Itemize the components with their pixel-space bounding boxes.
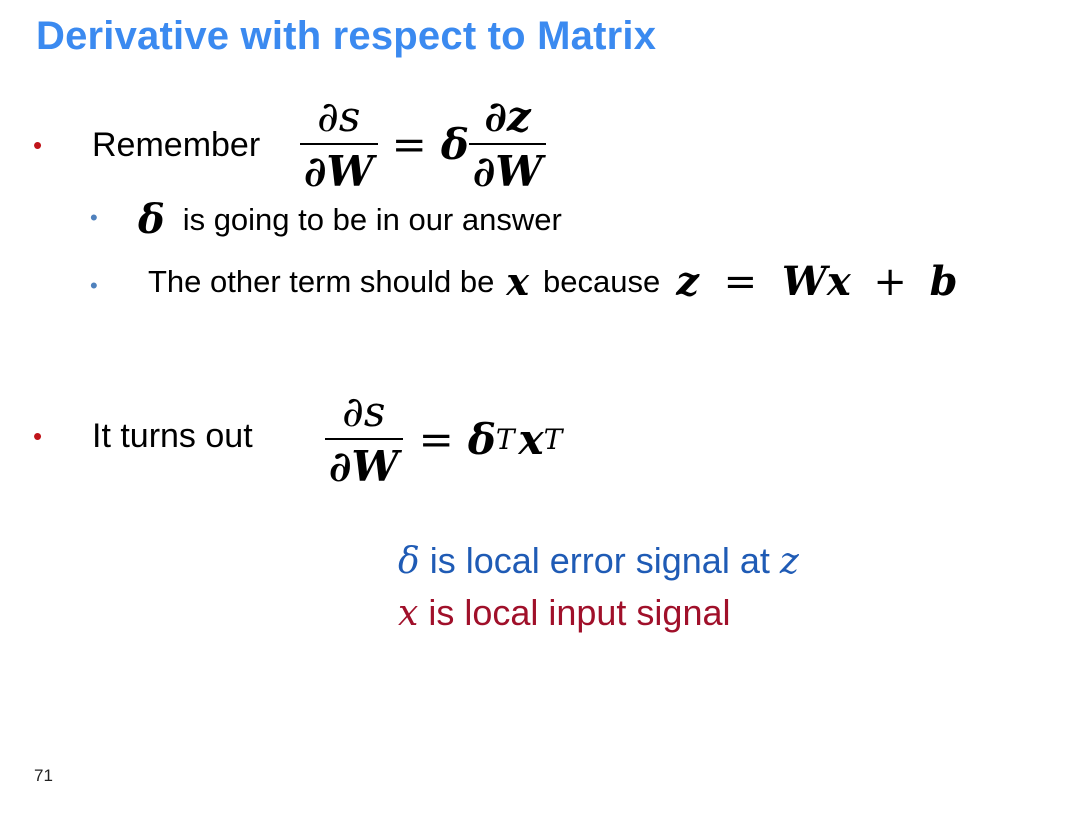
eq-z: z — [676, 258, 699, 305]
note1-symbol: δ — [398, 541, 420, 582]
fraction-ds-dW-result — [325, 387, 403, 491]
sub-bullet-marker: • — [90, 205, 98, 230]
sub2-text-a: The other term should be — [148, 263, 495, 299]
eq2-lhs-den: ∂W — [329, 442, 399, 491]
eq-equals: = — [723, 259, 758, 305]
sub-bullet-other-term-line — [148, 258, 958, 305]
eq2-delta: δ — [467, 414, 496, 464]
sub1-delta: δ — [138, 196, 165, 243]
eq2-x: x — [518, 414, 544, 464]
bullet-marker: • — [33, 421, 43, 451]
eq2-lhs-num: ∂s — [342, 387, 386, 436]
eq1-lhs-den: ∂W — [304, 147, 374, 196]
sub2-text-b: because — [543, 263, 661, 299]
turns-out-label: It turns out — [92, 417, 253, 455]
equation-z-wx-b — [676, 258, 957, 305]
page-number: 71 — [34, 766, 53, 785]
note1-var: z — [779, 541, 799, 582]
note1-text: is local error signal at — [429, 540, 770, 581]
note2-text: is local input signal — [428, 592, 731, 633]
eq1-equals: = — [391, 119, 427, 169]
eq1-rhs-num: ∂z — [484, 92, 531, 141]
eq-x: x — [826, 258, 851, 305]
note-error-signal — [398, 540, 799, 582]
sub1-text: is going to be in our answer — [182, 201, 562, 237]
fraction-ds-dW — [300, 92, 378, 196]
eq2-sup2: T — [543, 422, 563, 456]
equation-ds-dw — [300, 92, 546, 196]
equation-result — [325, 387, 562, 491]
fraction-dz-dW — [469, 92, 547, 196]
eq-b: b — [929, 258, 958, 305]
note2-symbol: x — [398, 593, 419, 634]
remember-label: Remember — [92, 126, 261, 164]
sub-bullet-delta-line — [138, 196, 562, 243]
eq2-equals: = — [418, 414, 454, 464]
bullet-marker: • — [33, 130, 43, 160]
eq-W: W — [781, 258, 827, 305]
eq2-sup1: T — [495, 422, 515, 456]
sub-bullet-marker: • — [90, 273, 98, 298]
slide-title: Derivative with respect to Matrix — [36, 14, 657, 58]
eq1-delta: δ — [440, 119, 469, 169]
note-input-signal — [398, 592, 731, 634]
sub2-x: x — [506, 259, 530, 304]
eq-plus: + — [873, 259, 907, 305]
eq1-rhs-den: ∂W — [472, 147, 543, 196]
eq1-lhs-num: ∂s — [317, 92, 361, 141]
